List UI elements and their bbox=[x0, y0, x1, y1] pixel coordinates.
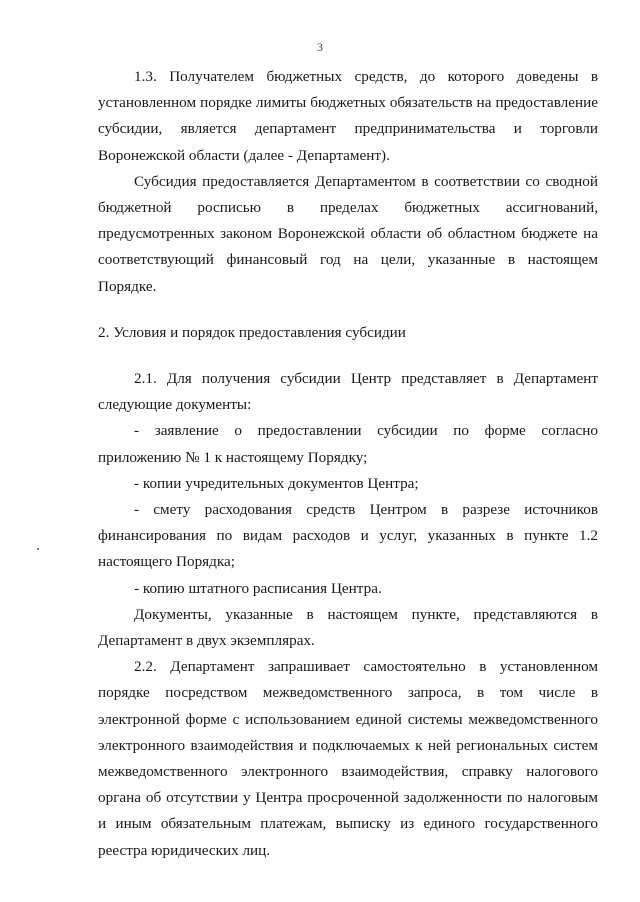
list-item-founding-docs: - копии учредительных документов Центра; bbox=[134, 474, 419, 492]
page-number: 3 bbox=[317, 40, 323, 54]
paragraph-2-1: 2.1. Для получения субсидии Центр представляет в Департамент следующие документы: bbox=[98, 370, 598, 414]
document-body bbox=[98, 64, 598, 864]
paragraph-1-3: 1.3. Получателем бюджетных средств, до которого доведены в установленном порядке лимиты бюджетных обязательств на предоставление субсидии, является департамент предпринимательства и торговли Воронежской области (далее - Департамент). bbox=[98, 68, 598, 164]
paragraph-subsidy: Субсидия предоставляется Департаментом в соответствии со сводной бюджетной росписью в пределах бюджетных ассигнований, предусмотренных законом Воронежской области об областном бюджете на соответствующий финансовый год на цели, указанные в настоящем Порядке. bbox=[98, 172, 598, 295]
section-heading-2: 2. Условия и порядок предоставления субсидии bbox=[98, 323, 406, 341]
list-item-estimate: - смету расходования средств Центром в разрезе источников финансирования по видам расходов и услуг, указанных в пункте 1.2 настоящего Порядка; bbox=[98, 501, 598, 571]
paragraph-documents: Документы, указанные в настоящем пункте, представляются в Департамент в двух экземплярах. bbox=[98, 605, 598, 650]
list-item-application: - заявление о предоставлении субсидии по форме согласно приложению № 1 к настоящему Порядку; bbox=[98, 422, 598, 466]
list-item-staffing: - копию штатного расписания Центра. bbox=[134, 579, 382, 597]
scan-speck bbox=[37, 548, 39, 550]
paragraph-2-2: 2.2. Департамент запрашивает самостоятельно в установленном порядке посредством межведомственного запроса, в том числе в электронной форме с использованием единой системы межведомственного электронного взаимодействия и подключаемых к ней региональных систем межведомственного электронного взаимодействия, справку налогового органа об отсутствии у Центра просроченной задолженности по налоговым и иным обязательным платежам, выписку из единого государственного реестра юридических лиц. bbox=[98, 658, 598, 859]
